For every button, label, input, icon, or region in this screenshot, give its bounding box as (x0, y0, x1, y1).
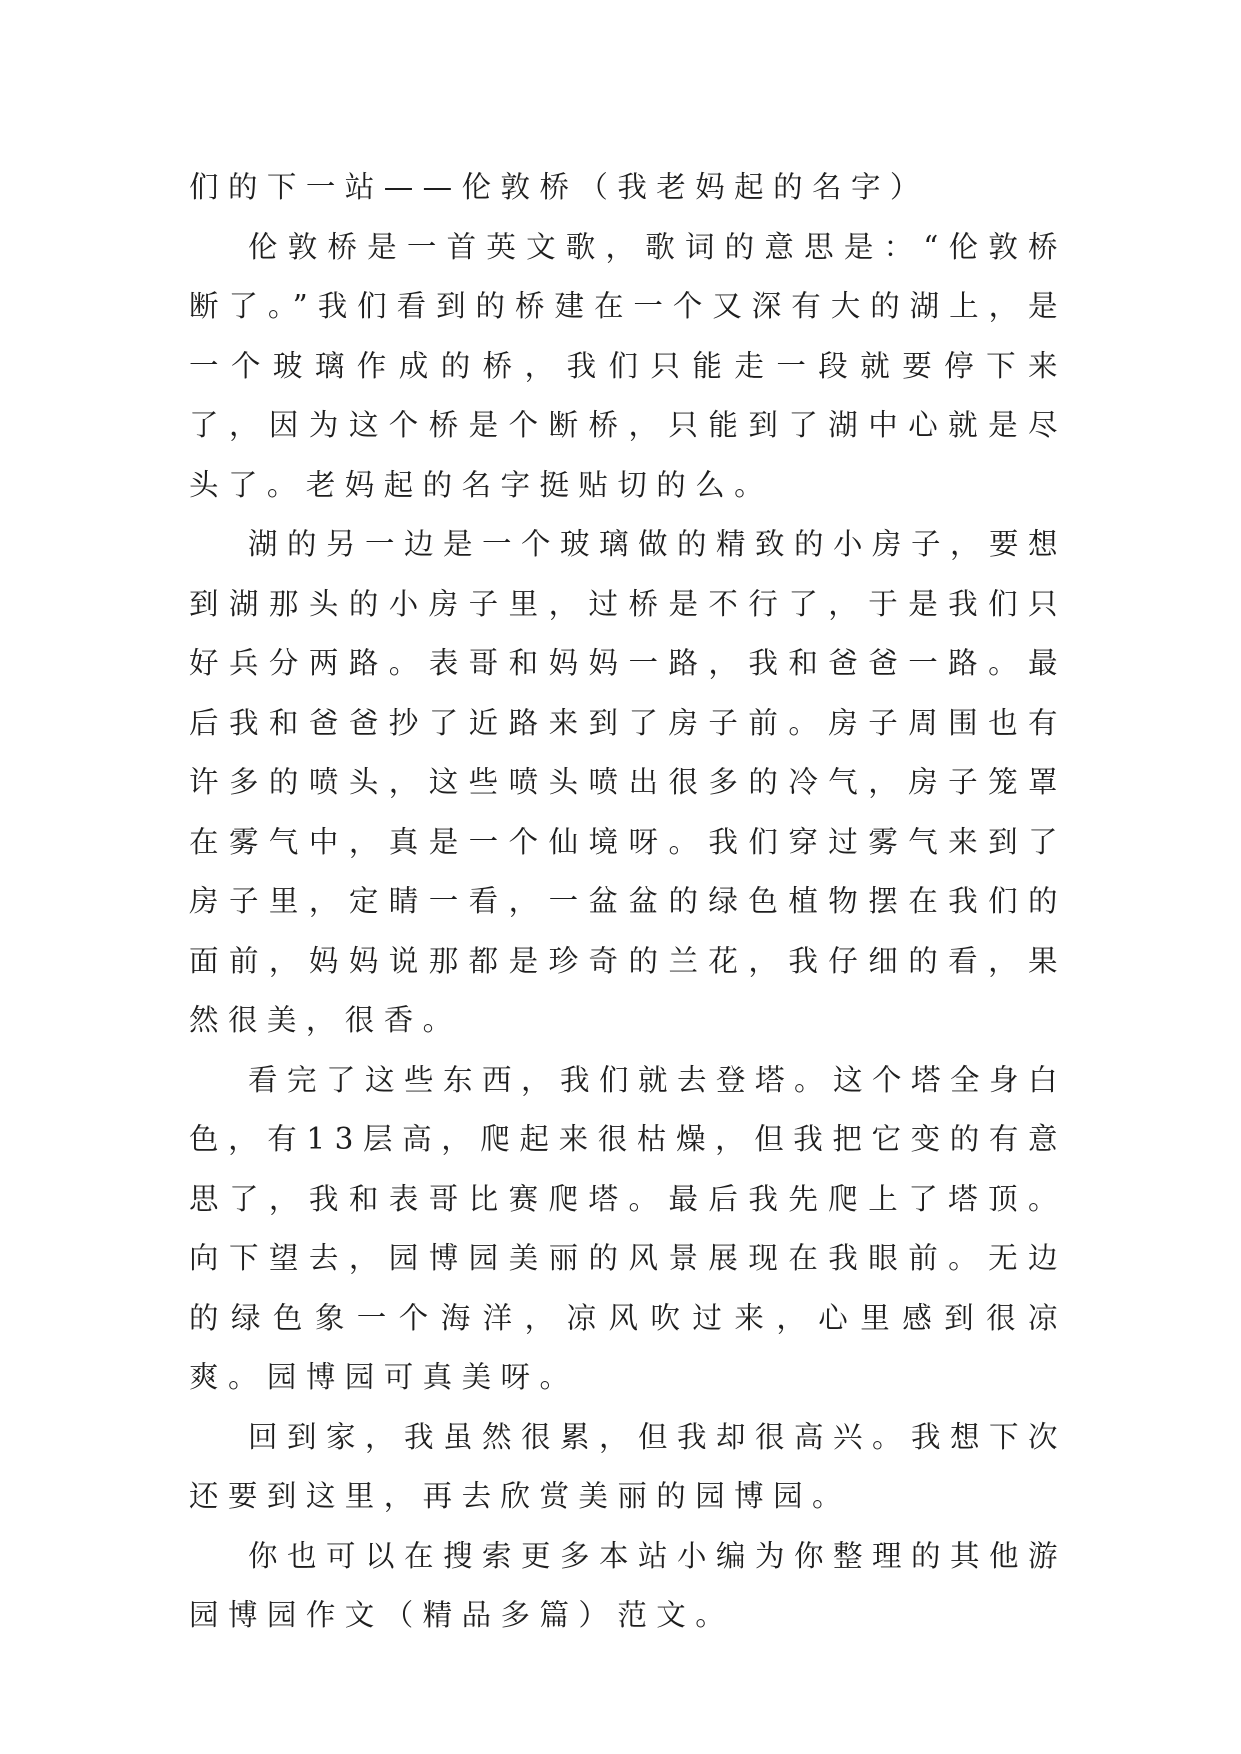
paragraph-1: 们的下一站——伦敦桥（我老妈起的名字） (189, 170, 929, 204)
paragraph-2: 伦敦桥是一首英文歌，歌词的意思是：“伦敦桥断了。”我们看到的桥建在一个又深有大的湖上，是一个玻璃作成的桥，我们只能走一段就要停下来了，因为这个桥是个断桥，只能到了湖中心就是尽头了。老妈起的名字挺贴切的么。 (189, 229, 1067, 502)
paragraph-5: 回到家，我虽然很累，但我却很高兴。我想下次还要到这里，再去欣赏美丽的园博园。 (189, 1419, 1067, 1513)
paragraph-6: 你也可以在搜索更多本站小编为你整理的其他游园博园作文（精品多篇）范文。 (189, 1538, 1067, 1632)
paragraph-4: 看完了这些东西，我们就去登塔。这个塔全身白色，有13层高，爬起来很枯燥，但我把它变的有意思了，我和表哥比赛爬塔。最后我先爬上了塔顶。向下望去，园博园美丽的风景展现在我眼前。无边的绿色象一个海洋，凉风吹过来，心里感到很凉爽。园博园可真美呀。 (189, 1062, 1067, 1394)
document-body (189, 158, 1067, 1646)
paragraph-3: 湖的另一边是一个玻璃做的精致的小房子，要想到湖那头的小房子里，过桥是不行了，于是我们只好兵分两路。表哥和妈妈一路，我和爸爸一路。最后我和爸爸抄了近路来到了房子前。房子周围也有许多的喷头，这些喷头喷出很多的冷气，房子笼罩在雾气中，真是一个仙境呀。我们穿过雾气来到了房子里，定睛一看，一盆盆的绿色植物摆在我们的面前，妈妈说那都是珍奇的兰花，我仔细的看，果然很美，很香。 (189, 527, 1067, 1037)
